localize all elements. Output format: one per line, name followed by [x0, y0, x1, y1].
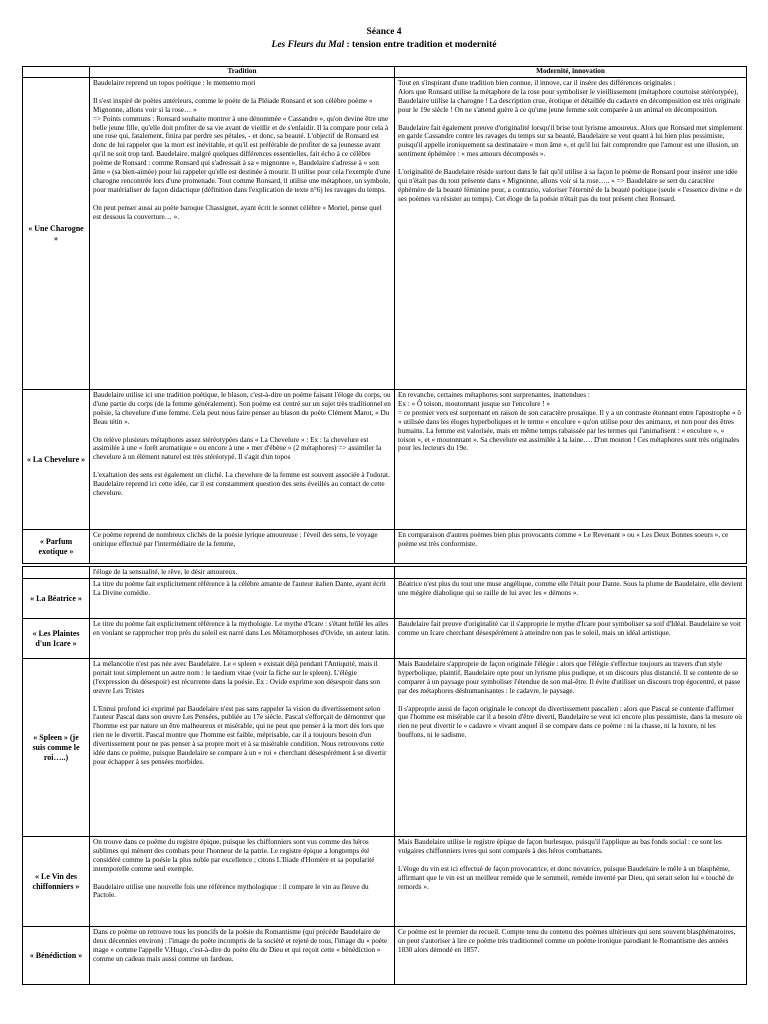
modernite-cell: Tout en s'inspirant d'une tradition bien connue, il innove, car il insère des différences originales : Alors que Ronsard utilise la métaphore de la rose pour symboliser le vieillissement (métaphore courtoise stéréotypée), Baudelaire utilise la charogne ! La description crue, érotique et détaillée du cadavre en décomposition est très originale pour le 19e siècle ! On ne s'attend guère à ce qu'une jeune femme soit comparée à un animal en décomposition. Baudelaire fait également preuve d'originalité lorsqu'il brise tout lyrisme amoureux. Alors que Ronsard met simplement en garde Cassandre contre les ravages du temps sur sa beauté, Baudelaire se veut quant à lui bien plus pessimiste, puisqu'il appelle ironiquement sa destinataire « mon âme », et qu'il lui fait comprendre que l'amour est une illusion, un sentiment éphémère : « mes amours décomposés ». L'originalité de Baudelaire réside surtout dans le fait qu'il utilise à sa façon le poème de Ronsard pour insérer une idée qui n'était pas du tout présente dans « Mignonne, allons voir si la rose….. » => Baudelaire se sert du caractère éphémère de la beauté féminine pour, a contrario, valoriser l'éternité de la beauté poétique (seule « l'essence divine » de ses poèmes va résister au temps). Cet éloge de la poésie n'était pas du tout présent chez Ronsard.	[395, 78, 747, 390]
table-row	[23, 567, 747, 579]
modernite-cell: Mais Baudelaire utilise le registre épique de façon burlesque, puisqu'il l'applique au bas fonds social : ce sont les vulgaires chiffonniers ivres qui sont comparés à des héros combattants. L'éloge du vin est ici effectué de façon provocatrice, et donc novatrice, puisque Baudelaire le mêle à un blasphème, affirmant que le vin est un meilleur remède que le sommeil, remède inventé par Dieu, qui serait selon lui « touché de remords ».	[395, 837, 747, 927]
table-header-row	[23, 67, 747, 78]
poem-name-cell: « Parfum exotique »	[23, 530, 90, 564]
poem-name-cell: « Le Vin des chiffonniers »	[23, 837, 90, 927]
table-row	[23, 619, 747, 659]
tradition-cell: Baudelaire utilise ici une tradition poétique, le blason, c'est-à-dire un poème faisant l'éloge du corps, ou d'une partie du corps (de la femme généralement). Son poème est centré sur un sujet très traditionnel en poésie, la chevelure d'une femme. Cela peut nous faire penser au blason du poète Clément Marot, « Du Beau tétin ». On relève plusieurs métaphores assez stéréotypées dans « La Chevelure » : Ex : la chevelure est assimilée à une « forêt aromatique » ou encore à une « mer d'ébène » (2 métaphores) => assimiler la chevelure à un élément naturel est très stéréotypé. Il s'agit d'un topos L'exaltation des sens est également un cliché. La chevelure de la femme est souvent associée à l'odorat. Baudelaire reprend ici cette idée, car il est constamment question des sens éveillés au contact de cette chevelure.	[90, 390, 395, 530]
tradition-cell: Ce poème reprend de nombreux clichés de la poésie lyrique amoureuse : l'éveil des sens, le voyage onirique effectué par l'intermédiaire de la femme,	[90, 530, 395, 564]
modernite-cell: Béatrice n'est plus du tout une muse angélique, comme elle l'était pour Dante. Sous la plume de Baudelaire, elle devient une mégère diabolique qui se raille de lui avec les « démons ».	[395, 579, 747, 619]
page-title	[0, 39, 768, 52]
table-row	[23, 659, 747, 837]
modernite-cell: Ce poème est le premier du recueil. Compte tenu du contenu des poèmes ultérieurs qui sont souvent blasphématoires, on peut s'autoriser à lire ce poème très traditionnel comme un poème ironique parodiant le Romantisme des années 1830 alors démodé en 1857.	[395, 927, 747, 985]
poem-name-cell: « Bénédiction »	[23, 927, 90, 985]
poem-name-cell: « Une Charogne »	[23, 78, 90, 390]
poem-name-cell	[23, 567, 90, 579]
poem-name-cell: « La Béatrice »	[23, 579, 90, 619]
modernite-cell: Mais Baudelaire s'approprie de façon originale l'élégie : alors que l'élégie s'effectue toujours au travers d'un style hyperbolique, plaintif, Baudelaire opte pour un lyrisme plus pudique, et un discours plus distancié. Il se contente de se comparer à un paysage pour symboliser l'étendue de son mal-être. Il évite d'utiliser un discours trop égocentré, et passe par des métaphores déshumanisantes : le cadavre, le paysage. Il s'approprie aussi de façon originale le concept du divertissement pascalien : alors que Pascal se contente d'affirmer que l'homme est misérable car il a besoin d'être diverti, Baudelaire se veut ici encore plus pessimiste, dans la mesure où rien ne peut divertir le « cadavre » vivant auquel il se compare dans ce poème : ni la chasse, ni la luxure, ni les bouffons, ni le sadisme.	[395, 659, 747, 837]
table-row	[23, 530, 747, 564]
header-cell-modernite: Modernité, innovation	[395, 67, 747, 78]
page-header	[0, 26, 768, 52]
table-row	[23, 579, 747, 619]
tradition-cell: On trouve dans ce poème du registre épique, puisque les chiffonniers sont vus comme des héros sublimes qui mènent des combats pour l'honneur de la patrie. Le registre épique a longtemps été considéré comme la poésie la plus noble par excellence ; citons L'Iliade d'Homère et sa popularité intemporelle comme seul exemple. Baudelaire utilise une nouvelle fois une référence mythologique : il compare le vin au fleuve du Pactole.	[90, 837, 395, 927]
modernite-cell: En comparaison d'autres poèmes bien plus provocants comme « Le Revenant » ou « Les Deux Bonnes soeurs », ce poème est très conformiste.	[395, 530, 747, 564]
tradition-cell: La mélancolie n'est pas née avec Baudelaire. Le « spleen » existait déjà pendant l'Antiquité, mais il portait tout simplement un autre nom : le taedium vitae (voir la fiche sur le spleen). L'élégie (l'expression du désespoir) est récurrente dans la poésie. Ex : Ovide exprime son désespoir dans son œuvre Les Tristes L'Ennui profond ici exprimé par Baudelaire n'est pas sans rappeler la vision du divertissement selon l'auteur Pascal dans son œuvre Les Pensées, publiée au 17e siècle. Pascal s'efforçait de démontrer que l'homme est par nature un être malheureux et misérable, qui ne peut que penser à la mort dès lors que rien ne le divertit. Pascal montre que l'homme est faible, méprisable, car il a toujours besoin d'un divertissement pour ne pas penser à sa propre mort et à sa misérable condition. Nous retrouvons cette idée dans ce poème, puisque Baudelaire se compare à un « roi » cherchant désespérément à se divertir pour échapper à ses pensées morbides.	[90, 659, 395, 837]
modernite-cell: En revanche, certaines métaphores sont surprenantes, inattendues : Ex : « Ô toison, moutonnant jusque sur l'encolure ! » = ce premier vers est surprenant en raison de son caractère prosaïque. Il y a un contraste étonnant entre l'apostrophe « ô » utilisée dans les éloges hyperboliques et le terme « encolure » qu'on utilise pour des animaux, et non pour des êtres humains. La femme est valorisée, mais en même temps rabaissée par les termes qui l'animalisent : « encolure », « toison », et « moutonnant ». Sa chevelure est assimilée à la laine…. D'un mouton ! Ces métaphores sont très originales pour les lecteurs du 19e.	[395, 390, 747, 530]
title-rest: : tension entre tradition et modernité	[344, 40, 497, 50]
modernite-cell	[395, 567, 747, 579]
tradition-cell: Le titre du poème fait explicitement référence à la mythologie. Le mythe d'Icare : s'étant brûlé les ailes en voulant se rapprocher trop près du soleil est narré dans Les Métamorphoses d'Ovide, un auteur latin.	[90, 619, 395, 659]
poem-name-cell: « La Chevelure »	[23, 390, 90, 530]
table-row	[23, 390, 747, 530]
poem-name-cell: « Spleen » (je suis comme le roi…..)	[23, 659, 90, 837]
tradition-cell: l'éloge de la sensualité, le rêve, le désir amoureux.	[90, 567, 395, 579]
session-label: Séance 4	[366, 27, 402, 37]
modernite-cell: Baudelaire fait preuve d'originalité car il s'approprie le mythe d'Icare pour symboliser sa soif d'Idéal. Baudelaire se voit comme un Icare cherchant désespérément à atteindre non pas le soleil, mais un idéal artistique.	[395, 619, 747, 659]
tradition-cell: Baudelaire reprend un topos poétique : le memento mori Il s'est inspiré de poètes antérieurs, comme le poète de la Pléiade Ronsard et son célèbre poème « Mignonne, allons voir si la rose… » => Points communs : Ronsard souhaite montrer à une dénommée « Cassandre », qu'on devine être une belle jeune fille, qu'elle doit profiter de sa vie avant de vieillir et de s'enlaidir. Il la compare pour cela à une rose qui, fatalement, finira par perdre ses pétales, - et donc, sa beauté. L'objectif de Ronsard est donc de lui rappeler que la mort est inévitable, et qu'il est préférable de profiter de sa jeunesse avant qu'il ne soit trop tard. Baudelaire, malgré quelques différences essentielles, fait écho à ce célèbre poème de Ronsard : comme Ronsard qui s'adressait à sa « mignonne », Baudelaire s'adresse à « son âme » (sa bien-aimée) pour lui rappeler qu'elle est destinée à mourir. Il utilise pour cela l'exemple d'une charogne rencontrée lors d'une promenade. Tout comme Ronsard, il utilise une métaphore, un symbole, pour matérialiser de façon didactique (définition dans l'explication de texte n°6) les ravages du temps. On peut penser aussi au poète baroque Chassignet, ayant écrit le sonnet célèbre « Mortel, pense quel est dessous la couverture… ».	[90, 78, 395, 390]
table-row	[23, 837, 747, 927]
table-row	[23, 78, 747, 390]
tradition-cell: Dans ce poème on retrouve tous les poncifs de la poésie du Romantisme (qui précède Baudelaire de deux décennies environ) : l'image du poète incompris de la société et rejeté de tous, l'image du « poète mage » comme l'appelle V.Hugo, c'est-à-dire du poète élu de Dieu et qui reçoit cette « bénédiction » comme un cadeau mais aussi comme un fardeau.	[90, 927, 395, 985]
header-cell-tradition: Tradition	[90, 67, 395, 78]
comparison-table-part2	[22, 566, 747, 985]
title-italic: Les Fleurs du Mal	[271, 40, 345, 50]
poem-name-cell: « Les Plaintes d'un Icare »	[23, 619, 90, 659]
comparison-table-part1	[22, 66, 747, 564]
header-cell-empty	[23, 67, 90, 78]
table-row	[23, 927, 747, 985]
tradition-cell: La titre du poème fait explicitement référence à la célèbre amante de l'auteur italien Dante, ayant écrit La Divine comédie.	[90, 579, 395, 619]
